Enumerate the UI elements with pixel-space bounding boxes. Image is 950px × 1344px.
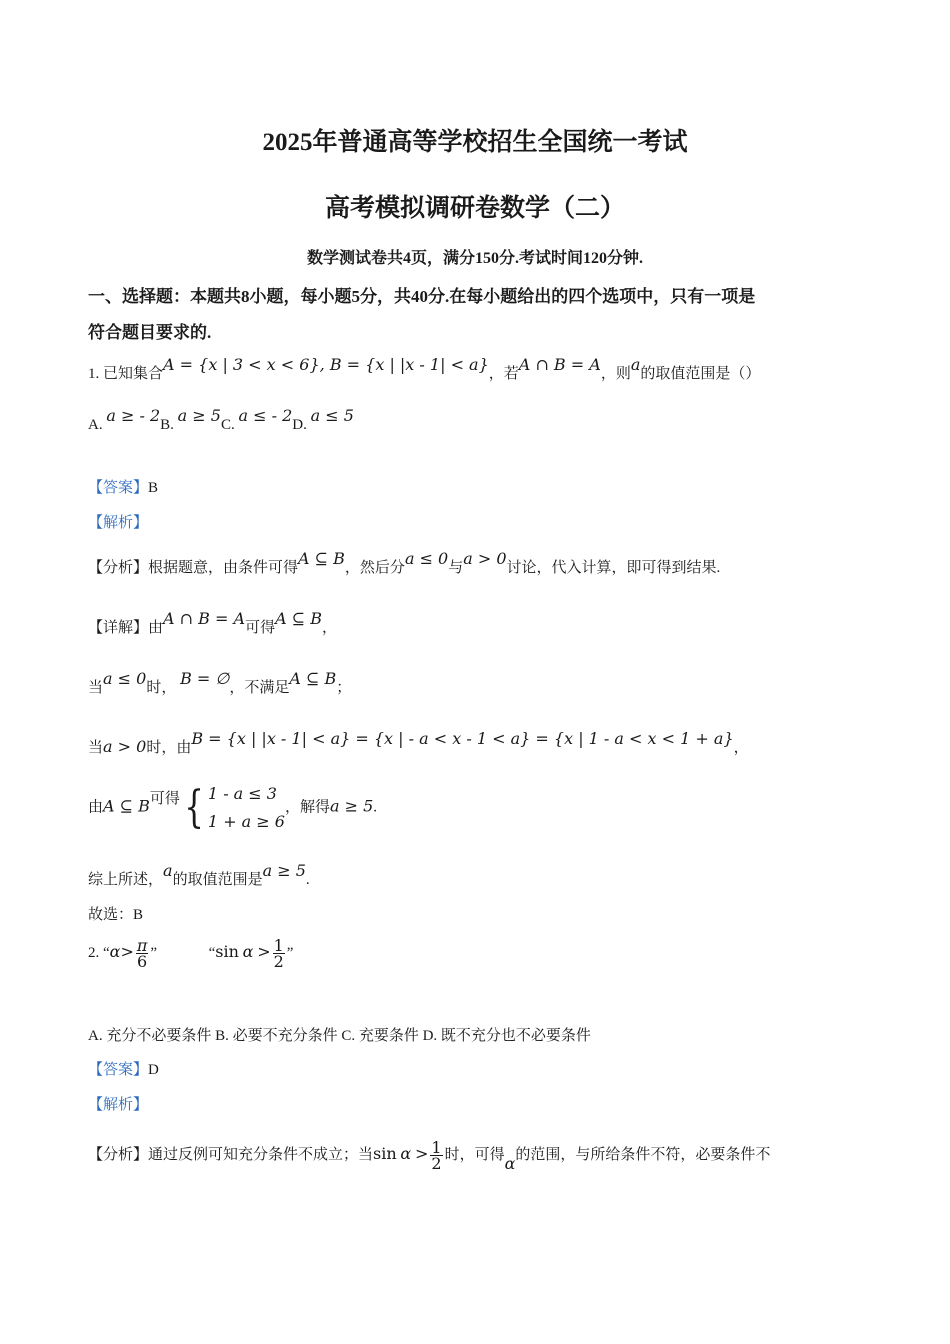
sys-math: A ⊆ B xyxy=(103,796,150,816)
fenxi-text: 根据题意，由条件可得 xyxy=(148,560,299,576)
detail-math: A ⊆ B xyxy=(275,609,322,628)
case-text: 当 xyxy=(88,680,104,696)
fraction-den: 2 xyxy=(273,952,284,971)
alpha-symbol: α xyxy=(242,941,254,961)
fraction-num: 1 xyxy=(431,1138,442,1157)
q1-mid1: ，若 xyxy=(488,366,519,382)
detail-tag: 【详解】 xyxy=(88,620,149,636)
q1-detail xyxy=(88,609,337,637)
half-fraction xyxy=(430,1140,442,1171)
fenxi-math: sin xyxy=(373,1143,397,1163)
summary-text: . xyxy=(305,872,310,888)
q1-fenxi xyxy=(88,549,721,577)
q2-math: sin xyxy=(215,941,239,961)
q2-text: “ xyxy=(208,944,216,961)
q2-math: > xyxy=(257,941,271,961)
pi-over-6-fraction xyxy=(136,938,149,969)
fenxi-math: a > 0 xyxy=(463,549,507,568)
q1-opt-b-label: B. xyxy=(160,417,174,433)
sys-text: 可得 xyxy=(149,791,180,808)
q1-opt-a-label: A. xyxy=(88,417,103,433)
alpha-symbol: α xyxy=(109,941,121,961)
fenxi-math: A ⊆ B xyxy=(298,549,345,568)
exam-title: 2025年普通高等学校招生全国统一考试 xyxy=(262,129,688,156)
inequality-system xyxy=(208,780,285,836)
q2-analysis-tag: 【解析】 xyxy=(88,1097,149,1113)
fraction-den: 6 xyxy=(137,952,148,971)
q1-suffix: 的取值范围是（） xyxy=(640,366,761,382)
fenxi-text: 时，可得 xyxy=(444,1146,505,1163)
q1-case2 xyxy=(88,729,749,757)
section-heading: 一、选择题：本题共8小题，每小题5分，共40分.在每小题给出的四个选项中，只有一项是 xyxy=(88,287,756,306)
q1-prefix: 1. 已知集合 xyxy=(88,366,164,382)
fenxi-text: 与 xyxy=(448,560,464,576)
q2-options: A. 充分不必要条件 B. 必要不充分条件 C. 充要条件 D. 既不充分也不必要条件 xyxy=(88,1028,591,1044)
section-heading-cont: 符合题目要求的. xyxy=(88,323,212,342)
q1-opt-a: a ≥ - 2 xyxy=(106,406,161,425)
case-math: a ≤ 0 xyxy=(103,669,147,688)
case-text: ，不满足 xyxy=(229,680,290,696)
q1-set-a: A = {x | 3 < x < 6} xyxy=(163,355,320,374)
detail-text: ， xyxy=(321,620,337,636)
case-math: a > 0 xyxy=(103,737,147,756)
fraction-num: 1 xyxy=(273,936,284,955)
q1-mid2: ，则 xyxy=(600,366,631,382)
sys-row: 1 + a ≥ 6 xyxy=(207,812,285,831)
case-text: 时，由 xyxy=(146,740,192,756)
sys-text: . xyxy=(373,799,378,816)
q1-opt-d-label: D. xyxy=(292,417,307,433)
q1-answer-value: B xyxy=(148,480,159,496)
case-math-set: B = {x | |x - 1| < a} = {x | - a < x - 1 < a} = {x | 1 - a < x < 1 + a} xyxy=(191,729,734,748)
q1-summary xyxy=(88,861,310,889)
q1-var-a: a xyxy=(630,355,641,374)
case-math: B = ∅ xyxy=(180,669,230,688)
q2-text: ” xyxy=(150,944,158,961)
q1-case1 xyxy=(88,669,352,697)
fraction-num: π xyxy=(136,936,148,955)
q1-opt-c: a ≤ - 2 xyxy=(238,406,293,425)
sys-text: ，解得 xyxy=(284,799,330,816)
alpha-symbol: α xyxy=(504,1153,516,1173)
sys-text: 由 xyxy=(88,799,104,816)
fraction-den: 2 xyxy=(431,1154,442,1173)
summary-math: a ≥ 5 xyxy=(262,861,306,880)
q2-fenxi xyxy=(88,1140,770,1171)
answer-tag: 【答案】 xyxy=(88,480,149,496)
detail-math: A ∩ B = A xyxy=(163,609,246,628)
q2-math: > xyxy=(120,941,134,961)
fenxi-tag: 【分析】 xyxy=(88,1146,149,1163)
detail-text: 可得 xyxy=(245,620,276,636)
summary-text: 综上所述， xyxy=(88,872,164,888)
q1-final: 故选：B xyxy=(88,907,144,923)
case-text: ； xyxy=(336,680,352,696)
answer-tag: 【答案】 xyxy=(88,1062,149,1078)
q1-condition: A ∩ B = A xyxy=(518,355,601,374)
q1-opt-b: a ≥ 5 xyxy=(177,406,221,425)
case-math: A ⊆ B xyxy=(289,669,337,688)
fenxi-tag: 【分析】 xyxy=(88,560,149,576)
alpha-symbol: α xyxy=(400,1143,412,1163)
case-text: 时， xyxy=(146,680,177,696)
q1-opt-c-label: C. xyxy=(220,417,235,433)
q2-text: ” xyxy=(286,944,294,961)
q2-text: 2. “ xyxy=(88,944,110,961)
q1-answer xyxy=(88,476,158,497)
paper-title: 高考模拟调研卷数学（二） xyxy=(324,195,625,222)
q2-answer xyxy=(88,1058,159,1079)
q2-answer-value: D xyxy=(148,1062,159,1078)
summary-text: 的取值范围是 xyxy=(172,872,263,888)
fenxi-math: a ≤ 0 xyxy=(404,549,449,568)
q1-system xyxy=(88,780,377,836)
exam-info: 数学测试卷共4页，满分150分.考试时间120分钟. xyxy=(306,250,643,267)
case-text: 当 xyxy=(88,740,104,756)
summary-math: a xyxy=(163,861,173,880)
q1-stem xyxy=(88,355,761,383)
sys-row: 1 - a ≤ 3 xyxy=(207,784,277,803)
fenxi-math: > xyxy=(414,1143,429,1163)
left-brace-icon: { xyxy=(184,782,204,833)
fenxi-text: ，然后分 xyxy=(344,560,405,576)
fenxi-text: 讨论，代入计算，即可得到结果. xyxy=(506,560,721,576)
fenxi-text: 通过反例可知充分条件不成立；当 xyxy=(148,1146,374,1163)
q2-stem xyxy=(88,938,293,969)
q1-analysis-tag: 【解析】 xyxy=(88,515,149,531)
fenxi-text: 的范围，与所给条件不符，必要条件不 xyxy=(515,1146,771,1163)
sys-math: a ≥ 5 xyxy=(330,796,374,816)
q1-set-b: , B = {x | |x - 1| < a} xyxy=(319,355,489,374)
detail-text: 由 xyxy=(148,620,164,636)
q1-options xyxy=(88,406,354,434)
q1-opt-d: a ≤ 5 xyxy=(310,406,354,425)
half-fraction xyxy=(273,938,285,969)
case-text: ， xyxy=(733,740,749,756)
